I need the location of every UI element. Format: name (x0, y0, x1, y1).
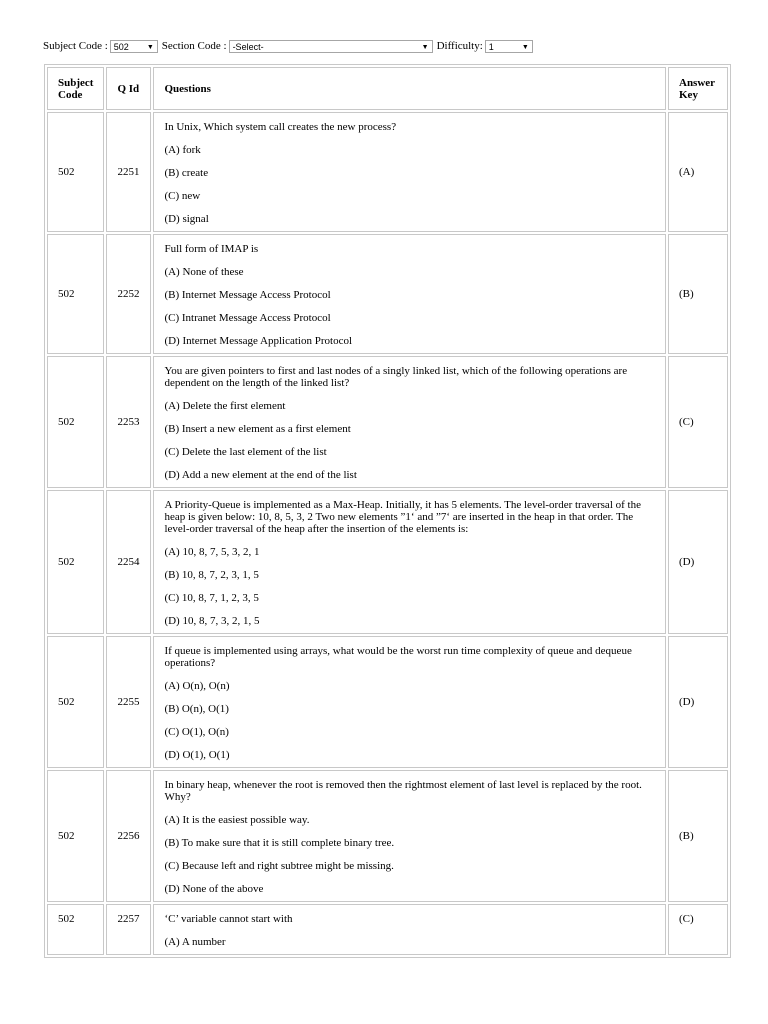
chevron-down-icon: ▼ (521, 43, 529, 51)
answer-option: (D) signal (164, 213, 209, 225)
answer-option: (D) 10, 8, 7, 3, 2, 1, 5 (164, 615, 260, 627)
answer-option: (B) To make sure that it is still complete binary tree. (164, 837, 395, 849)
question-text: In Unix, Which system call creates the new process? (164, 121, 397, 133)
qid-cell: 2252 (106, 234, 151, 354)
answer-option: (C) Because left and right subtree might be missing. (164, 860, 394, 872)
header-answer-key: Answer Key (668, 67, 728, 110)
table-row (47, 636, 728, 768)
question-cell (153, 356, 666, 488)
qid-cell: 2256 (106, 770, 151, 902)
table-row (47, 112, 728, 232)
answer-option: (C) 10, 8, 7, 1, 2, 3, 5 (164, 592, 259, 604)
section-code-label: Section Code : (161, 40, 227, 52)
answer-key-cell: (A) (668, 112, 728, 232)
question-text: ‘C’ variable cannot start with (164, 913, 293, 925)
subject-code-cell: 502 (47, 234, 104, 354)
table-row (47, 356, 728, 488)
subject-code-cell: 502 (47, 636, 104, 768)
question-cell (153, 112, 666, 232)
subject-code-value: 502 (113, 41, 129, 52)
table-row (47, 770, 728, 902)
qid-cell: 2255 (106, 636, 151, 768)
answer-option: (D) None of the above (164, 883, 264, 895)
answer-option: (B) O(n), O(1) (164, 703, 229, 715)
subject-code-cell: 502 (47, 356, 104, 488)
answer-key-cell: (B) (668, 770, 728, 902)
answer-option: (D) Internet Message Application Protocol (164, 335, 353, 347)
question-text: If queue is implemented using arrays, what would be the worst run time complexity of queue and dequeue operations? (164, 645, 632, 669)
answer-key-cell: (D) (668, 636, 728, 768)
question-text: A Priority-Queue is implemented as a Max-Heap. Initially, it has 5 elements. The level-order traversal of the heap is given below: 10, 8, 5, 3, 2 Two new elements ”1‘ and ”7‘ are inserted in the heap in that order. The level-order traversal of the heap after the insertion of the elements is: (164, 499, 641, 535)
answer-key-cell: (C) (668, 356, 728, 488)
answer-option: (A) Delete the first element (164, 400, 286, 412)
answer-key-cell: (C) (668, 904, 728, 955)
header-qid: Q Id (106, 67, 151, 110)
question-cell (153, 904, 666, 955)
question-cell (153, 770, 666, 902)
table-row (47, 490, 728, 634)
chevron-down-icon: ▼ (421, 43, 429, 51)
qid-cell: 2251 (106, 112, 151, 232)
question-text: You are given pointers to first and last nodes of a singly linked list, which of the following operations are dependent on the length of the linked list? (164, 365, 628, 389)
answer-key-cell: (B) (668, 234, 728, 354)
answer-option: (B) Insert a new element as a first element (164, 423, 351, 435)
subject-code-cell: 502 (47, 112, 104, 232)
difficulty-value: 1 (488, 41, 494, 52)
chevron-down-icon: ▼ (146, 43, 154, 51)
answer-option: (C) Delete the last element of the list (164, 446, 327, 458)
answer-option: (B) 10, 8, 7, 2, 3, 1, 5 (164, 569, 259, 581)
difficulty-select[interactable] (485, 40, 533, 53)
header-subject-code: Subject Code (47, 67, 104, 110)
questions-table (44, 64, 731, 958)
subject-code-select[interactable] (110, 40, 158, 53)
qid-cell: 2257 (106, 904, 151, 955)
header-questions: Questions (153, 67, 666, 110)
answer-option: (B) Internet Message Access Protocol (164, 289, 331, 301)
question-text: Full form of IMAP is (164, 243, 259, 255)
answer-option: (C) O(1), O(n) (164, 726, 229, 738)
answer-option: (A) None of these (164, 266, 244, 278)
difficulty-label: Difficulty: (436, 40, 483, 52)
table-row (47, 234, 728, 354)
table-row (47, 904, 728, 955)
answer-option: (D) Add a new element at the end of the list (164, 469, 357, 481)
table-header-row (47, 67, 728, 110)
subject-code-label: Subject Code : (43, 40, 108, 52)
qid-cell: 2253 (106, 356, 151, 488)
qid-cell: 2254 (106, 490, 151, 634)
section-code-select[interactable] (229, 40, 433, 53)
filter-bar (43, 38, 743, 54)
answer-option: (A) fork (164, 144, 201, 156)
section-code-value: -Select- (232, 41, 264, 52)
answer-option: (C) Intranet Message Access Protocol (164, 312, 331, 324)
subject-code-cell: 502 (47, 770, 104, 902)
answer-option: (B) create (164, 167, 209, 179)
question-cell (153, 234, 666, 354)
answer-option: (A) A number (164, 936, 226, 948)
answer-option: (A) O(n), O(n) (164, 680, 230, 692)
subject-code-cell: 502 (47, 904, 104, 955)
answer-key-cell: (D) (668, 490, 728, 634)
subject-code-cell: 502 (47, 490, 104, 634)
question-cell (153, 490, 666, 634)
question-text: In binary heap, whenever the root is removed then the rightmost element of last level is replaced by the root. Why? (164, 779, 642, 803)
answer-option: (A) 10, 8, 7, 5, 3, 2, 1 (164, 546, 260, 558)
question-cell (153, 636, 666, 768)
answer-option: (A) It is the easiest possible way. (164, 814, 310, 826)
answer-option: (C) new (164, 190, 201, 202)
answer-option: (D) O(1), O(1) (164, 749, 230, 761)
